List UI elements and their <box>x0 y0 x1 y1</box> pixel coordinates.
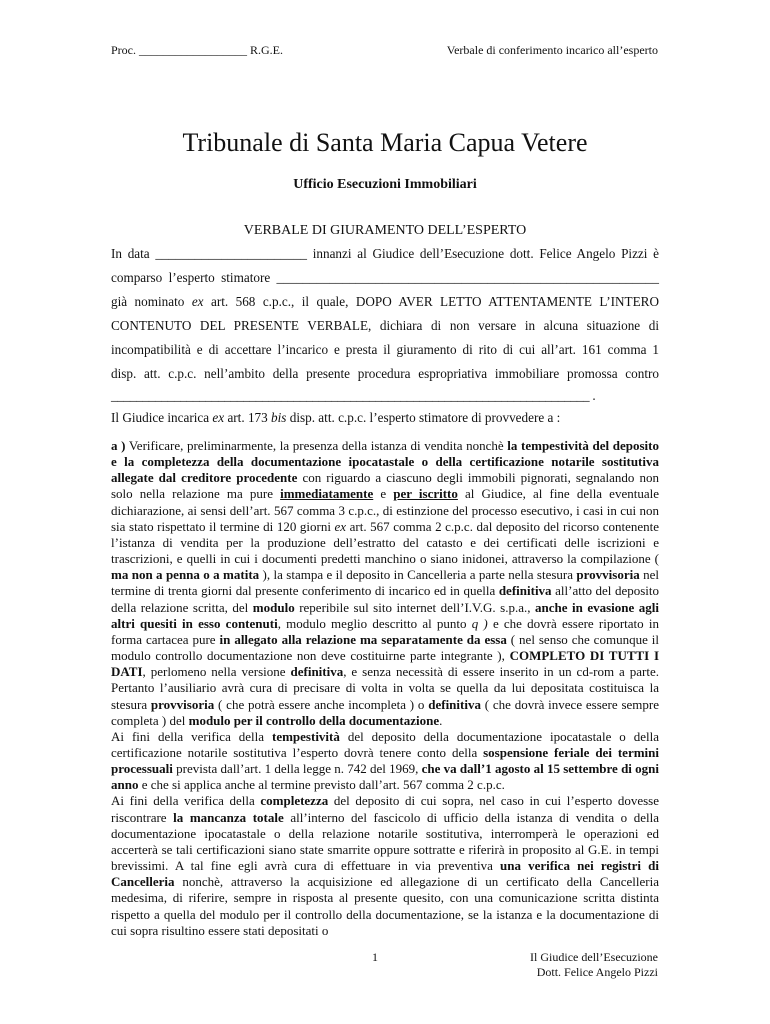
text: Verificare, preliminarmente, la presenza della istanza di vendita nonchè <box>125 438 508 453</box>
bold-text: tempestività <box>272 728 340 744</box>
bold-text: modulo per il controllo della documentazione <box>188 712 440 728</box>
bold-text: sospensione feriale dei termini processuali <box>111 744 659 777</box>
text: del deposito di cui sopra, nel caso in cui l’esperto dovesse riscontrare <box>111 793 659 825</box>
bold-text: definitiva <box>428 696 481 712</box>
office-subtitle: Ufficio Esecuzioni Immobiliari <box>293 177 477 192</box>
intro-line-5: incompatibilità e di accettare l’incarico e presta il giuramento di rito di cui all’art. 161 comma 1 <box>111 342 659 357</box>
bold-text: modulo <box>252 599 295 615</box>
paragraph-tempestivita <box>111 729 659 794</box>
text: e che dovrà essere riportato in forma cartacea pure <box>111 615 659 647</box>
text: art. 567 comma 2 c.p.c. dal deposito del ricorso contenente l’istanza di vendita per la produzione dell’estratto del catasto e dei certificati delle iscrizioni e trascrizioni, e quelli in cui i documenti predetti manchino o siano inidonei, attraverso la compilazione ( <box>111 518 660 567</box>
bold-text: ma non a penna o a matita <box>111 567 263 583</box>
bold-text: provvisoria <box>576 567 640 583</box>
intro-text: art. 173 <box>224 410 272 425</box>
bold-text: in allegato alla relazione ma separatamente da essa <box>219 631 507 647</box>
paragraph-completezza <box>111 793 659 938</box>
text: ( che potrà essere anche incompleta ) o <box>214 696 429 712</box>
text: reperibile sul sito internet dell’I.V.G. s.p.a., <box>294 599 535 615</box>
page-number: 1 <box>372 950 378 964</box>
italic-text: ex <box>334 518 347 534</box>
intro-text: Il Giudice incarica <box>111 410 213 425</box>
bold-text: anche in evasione agli altri quesiti in esso contenuti <box>111 599 660 631</box>
header-proc: Proc. __________________ R.G.E. <box>111 43 283 57</box>
text: , modulo meglio descritto al punto <box>277 615 472 631</box>
text: ( nel senso che comunque il modulo controllo documentazione non deve costituirne parte integrante ), <box>111 631 660 664</box>
intro-line-6: disp. att. c.p.c. nell’ambito della presente procedura espropriativa immobiliare promossa contro <box>111 366 659 381</box>
bold-text: provvisoria <box>150 696 215 712</box>
body-section <box>111 438 659 939</box>
text: e <box>373 486 394 502</box>
text: Ai fini della verifica della <box>111 728 272 744</box>
intro-text: art. 568 c.p.c., il quale, DOPO AVER LETTO ATTENTAMENTE L’INTERO <box>203 294 659 309</box>
intro-line-2: comparso l’esperto stimatore __________________________________________________________ <box>111 270 659 285</box>
bold-text: la mancanza totale <box>173 809 284 825</box>
intro-italic: ex <box>212 410 225 425</box>
intro-line-7: ____________________________________________________________________________ . <box>111 388 596 403</box>
text: ( che dovrà invece essere sempre completa ) del <box>111 696 659 728</box>
signature-name: Dott. Felice Angelo Pizzi <box>536 965 658 979</box>
intro-text: già nominato <box>111 294 192 309</box>
text: con riguardo a ciascuno degli immobili pignorati, segnalando non solo nella relazione ma pure <box>111 470 659 502</box>
intro-italic: bis <box>271 410 287 425</box>
intro-line-8 <box>111 410 659 426</box>
text: al Giudice, al fine della eventuale dichiarazione, ai sensi dell’art. 567 comma 3 c.p.c., di estinzione del processo esecutivo, i casi in cui non sia stato rispettato il termine di 120 giorni <box>111 486 659 534</box>
intro-line-1: In data _______________________ innanzi al Giudice dell’Esecuzione dott. Felice Angelo Pizzi è <box>111 246 659 261</box>
text: ), la stampa e il deposito in Cancelleria a parte nella stesura <box>262 567 577 583</box>
intro-italic: ex <box>191 294 204 309</box>
text: Ai fini della verifica della <box>111 793 261 809</box>
text: . <box>439 712 443 728</box>
text: prevista dall’art. 1 della legge n. 742 del 1969, <box>172 761 422 777</box>
bold-text: una verifica nei registri di Cancelleria <box>111 858 659 890</box>
bold-text: che va dall’1 agosto al 15 settembre di ogni anno <box>111 761 660 793</box>
intro-line-4: CONTENUTO DEL PRESENTE VERBALE, dichiara di non versare in alcuna situazione di <box>111 318 659 333</box>
signature-role: Il Giudice dell’Esecuzione <box>530 950 658 964</box>
bold-text: completezza <box>260 793 329 809</box>
text: e che si applica anche al termine previsto dall’art. 567 comma 2 c.p.c. <box>138 777 505 793</box>
bold-text: definitiva <box>290 664 344 680</box>
text: del deposito della documentazione ipocatastale o della certificazione notarile sostitutiva l’esperto dovrà tenere conto della <box>111 728 659 760</box>
bold-text: la tempestività del deposito e la completezza della documentazione ipocatastale o della certificazione notarile sostitutiva allegate dal creditore procedente <box>111 438 659 486</box>
text: all’atto del deposito della relazione scritta, del <box>111 583 659 615</box>
text: all’interno del fascicolo di ufficio della istanza di vendita o della documentazione ipocatastale o della relazione notarile sostitutiva, interromperà le operazioni ed accerterà se tali certificazioni siano state smarrite oppure sottratte e riferirà in proposito al G.E. in tempi brevissimi. A tal fine egli avrà cura di effettuare in via preventiva <box>111 809 659 874</box>
header-verbale: Verbale di conferimento incarico all’esperto <box>446 43 658 57</box>
item-letter: a ) <box>111 438 126 453</box>
intro-text: disp. att. c.p.c. l’esperto stimatore di provvedere a : <box>286 410 561 425</box>
underlined-text: immediatamente <box>280 486 374 502</box>
text: nonchè, attraverso la acquisizione ed allegazione di un certificato della Cancelleria medesima, di riferire, sempre in risposta al presente quesito, con una comunicazione scritta distinta rispetto a quella del modulo per il controllo della documentazione, se la istanza e la documentazione di cui sopra risultino essere stati depositati o <box>111 874 659 938</box>
intro-line-3 <box>111 294 659 310</box>
paragraph-a <box>111 438 659 729</box>
bold-text: definitiva <box>498 583 552 599</box>
bold-text: COMPLETO DI TUTTI I DATI <box>111 648 660 680</box>
verbale-title: VERBALE DI GIURAMENTO DELL’ESPERTO <box>243 223 527 238</box>
court-title: Tribunale di Santa Maria Capua Vetere <box>182 128 588 157</box>
text: , e senza necessità di essere inserito in un cd-rom a parte. Pertanto l’ausiliario avrà cura di precisare di volta in volta se quella da lui depositata costituisca la stesura <box>111 664 659 712</box>
italic-text: q ) <box>471 615 488 631</box>
text: nel termine di trenta giorni dal presente conferimento di incarico ed in quella <box>111 567 659 599</box>
text: , perlomeno nella versione <box>142 664 291 680</box>
underlined-text: per iscritto <box>393 486 458 502</box>
